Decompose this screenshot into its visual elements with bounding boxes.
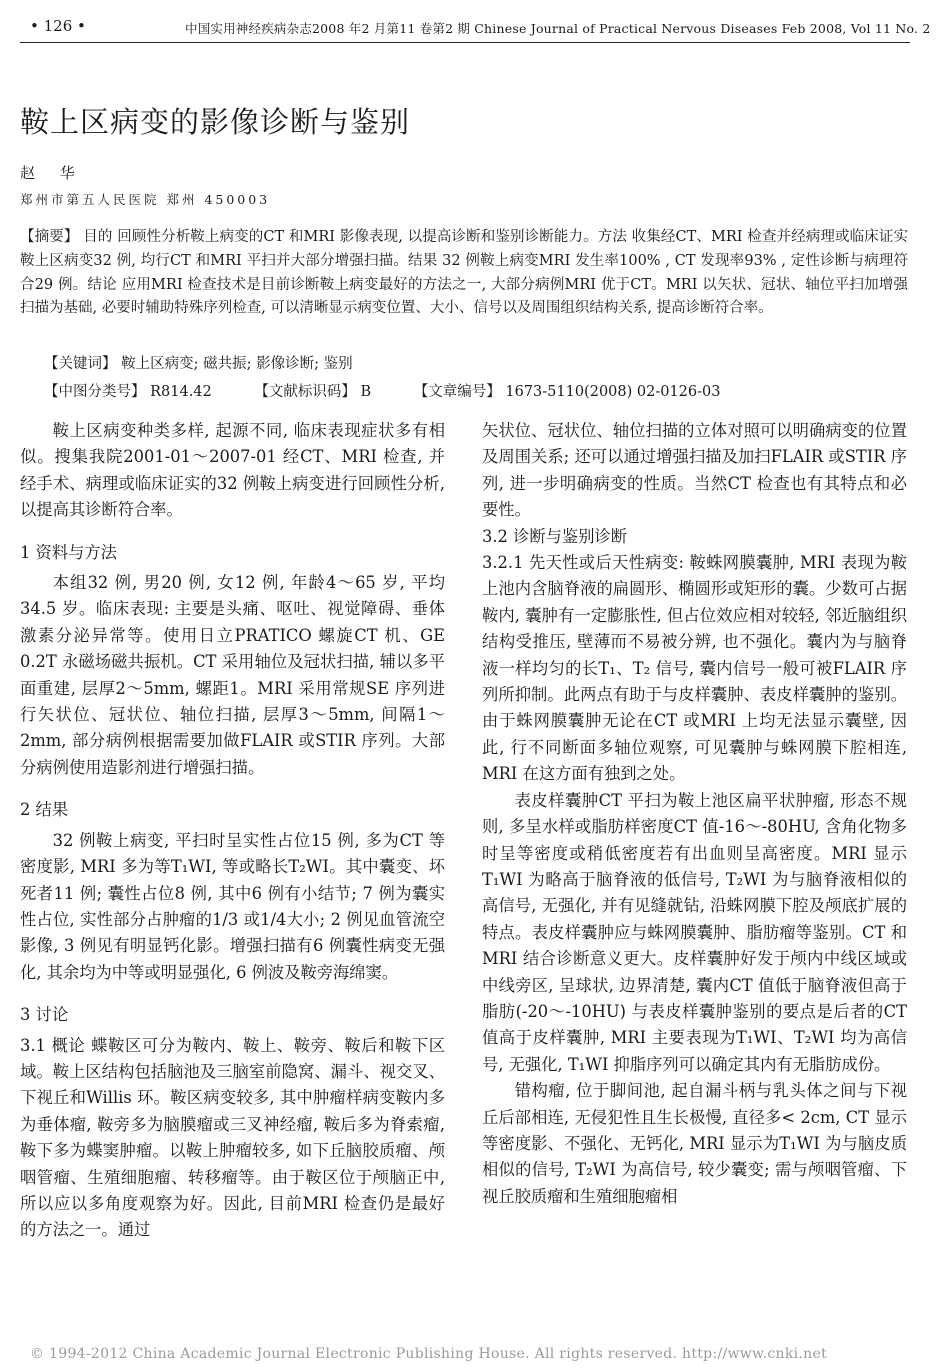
results-paragraph: 32 例鞍上病变, 平扫时呈实性占位15 例, 多为CT 等密度影, MRI 多为等T₁WI, 等或略长T₂WI。其中囊变、坏死者11 例; 囊性占位8 例, 其中6 例有小结节; 7 例为囊实性占位, 实性部分占肿瘤的1/3 或1/4大小; 2 例见血管流空影像, 3 例见有明显钙化影。增强扫描有6 例囊性病变无强化, 其余均为中等或明显强化, 6 例波及鞍旁海绵窦。 — [20, 830, 445, 982]
header-rule — [20, 42, 910, 43]
journal-citation: 中国实用神经疾病杂志2008 年2 月第11 卷第2 期 Chinese Journal of Practical Nervous Diseases Feb 2008, Vol 11 No. 2 — [185, 21, 931, 36]
page-number: • 126 • — [30, 17, 86, 35]
discussion-continued: 矢状位、冠状位、轴位扫描的立体对照可以明确病变的位置及周围关系; 还可以通过增强扫描及加扫FLAIR 或STIR 序列, 进一步明确病变的性质。当然CT 检查也有其特点和必要性。 — [482, 421, 907, 520]
author-affiliation: 郑州市第五人民医院 郑州 450003 — [20, 192, 271, 207]
section-heading-results: 2 结果 — [20, 800, 69, 820]
keywords: 【关键词】 鞍上区病变; 磁共振; 影像诊断; 鉴别 — [44, 356, 353, 372]
hamartoma-paragraph: 错构瘤, 位于脚间池, 起自漏斗柄与乳头体之间与下视丘后部相连, 无侵犯性且生长极慢, 直径多< 2cm, CT 显示等密度影、不强化、无钙化, MRI 显示为T₁WI 为与脑皮质相似的信号, T₂WI 为高信号, 较少囊变; 需与颅咽管瘤、下视丘胶质瘤和生殖细胞瘤相 — [482, 1081, 907, 1206]
section-heading-discussion: 3 讨论 — [20, 1005, 69, 1025]
copyright-watermark: © 1994-2012 China Academic Journal Electronic Publishing House. All rights reserved. http://www.cnki.net — [30, 1346, 828, 1362]
left-column — [20, 418, 445, 1244]
classification-line — [44, 380, 759, 401]
epidermoid-paragraph: 表皮样囊肿CT 平扫为鞍上池区扁平状肿瘤, 形态不规则, 多呈水样或脂肪样密度CT 值-16～-80HU, 含角化物多时呈等密度或稍低密度若有出血则呈高密度。MRI 显示T₁WI 为略高于脑脊液的低信号, T₂WI 为与脑脊液相似的高信号, 无强化, 并有见缝就钻, 沿蛛网膜下腔及颅底扩展的特点。表皮样囊肿应与蛛网膜囊肿、脂肪瘤等鉴别。CT 和MRI 结合诊断意义更大。皮样囊肿好发于颅内中线区域或中线旁区, 呈球状, 边界清楚, 囊内CT 值低于脑脊液但高于脂肪(-20～-10HU) 与表皮样囊肿鉴别的要点是后者的CT 值高于皮样囊肿, MRI 主要表现为T₁WI、T₂WI 均为高信号, 无强化, T₁WI 抑脂序列可以确定其内有无脂肪成份。 — [482, 790, 907, 1074]
section-heading-methods: 1 资料与方法 — [20, 542, 117, 562]
article-title: 鞍上区病变的影像诊断与鉴别 — [20, 105, 411, 139]
article-number: 【文章编号】 1673-5110(2008) 02-0126-03 — [413, 384, 721, 400]
abstract: 【摘要】 目的 回顾性分析鞍上病变的CT 和MRI 影像表现, 以提高诊断和鉴别诊断能力。方法 收集经CT、MRI 检查并经病理或临床证实鞍上区病变32 例, 均行CT 和MRI 平扫并大部分增强扫描。结果 32 例鞍上病变MRI 发生率100% , CT 发现率93% , 定性诊断与病理符合29 例。结论 应用MRI 检查技术是目前诊断鞍上病变最好的方法之一, 大部分病例MRI 优于CT。MRI 以矢状、冠状、轴位平扫加增强扫描为基础, 必要时辅助特殊序列检查, 可以清晰显示病变位置、大小、信号以及周围组织结构关系, 提高诊断符合率。 — [20, 229, 908, 317]
arachnoid-cyst-paragraph: 3.2.1 先天性或后天性病变: 鞍蛛网膜囊肿, MRI 表现为鞍上池内含脑脊液的扁圆形、椭圆形或矩形的囊。少数可占据鞍内, 囊肿有一定膨胀性, 但占位效应相对较轻, 邻近脑组织结构受推压, 壁薄而不易被分辨, 也不强化。囊内为与脑脊液一样均匀的长T₁、T₂ 信号, 囊内信号一般可被FLAIR 序列所抑制。此两点有助于与皮样囊肿、表皮样囊肿的鉴别。由于蛛网膜囊肿无论在CT 或MRI 上均无法显示囊壁, 因此, 行不同断面多轴位观察, 可见囊肿与蛛网膜下腔相连, MRI 在这方面有独到之处。 — [482, 553, 907, 784]
intro-paragraph: 鞍上区病变种类多样, 起源不同, 临床表现症状多有相似。搜集我院2001-01～2007-01 经CT、MRI 检查, 并经手术、病理或临床证实的32 例鞍上病变进行回顾性分析, 以提高其诊断符合率。 — [20, 421, 445, 520]
overview-paragraph: 3.1 概论 蝶鞍区可分为鞍内、鞍上、鞍旁、鞍后和鞍下区域。鞍上区结构包括脑池及三脑室前隐窝、漏斗、视交叉、下视丘和Willis 环。鞍区病变较多, 其中肿瘤样病变鞍内多为垂体瘤, 鞍旁多为脑膜瘤或三叉神经瘤, 鞍后多为脊索瘤, 鞍下多为蝶窦肿瘤。以鞍上肿瘤较多, 如下丘脑胶质瘤、颅咽管瘤、生殖细胞瘤、转移瘤等。由于鞍区位于颅脑正中, 所以应以多角度观察为好。因此, 目前MRI 检查仍是最好的方法之一。通过 — [20, 1035, 445, 1240]
subsection-heading-diagnosis: 3.2 诊断与鉴别诊断 — [482, 526, 628, 546]
article-author: 赵 华 — [20, 164, 85, 182]
methods-paragraph: 本组32 例, 男20 例, 女12 例, 年龄4～65 岁, 平均34.5 岁。临床表现: 主要是头痛、呕吐、视觉障碍、垂体激素分泌异常等。使用日立PRATICO 螺旋CT 机、GE 0.2T 永磁场磁共振机。CT 采用轴位及冠状扫描, 辅以多平面重建, 层厚2～5mm, 螺距1。MRI 采用常规SE 序列进行矢状位、冠状位、轴位扫描, 层厚3～5mm, 间隔1～2mm, 部分病例根据需要加做FLAIR 或STIR 序列。大部分病例使用造影剂进行增强扫描。 — [20, 573, 445, 777]
right-column — [482, 418, 907, 1210]
document-code: 【文献标识码】 B — [254, 384, 372, 400]
clc-number: 【中图分类号】 R814.42 — [44, 384, 212, 400]
page-header — [20, 14, 931, 42]
